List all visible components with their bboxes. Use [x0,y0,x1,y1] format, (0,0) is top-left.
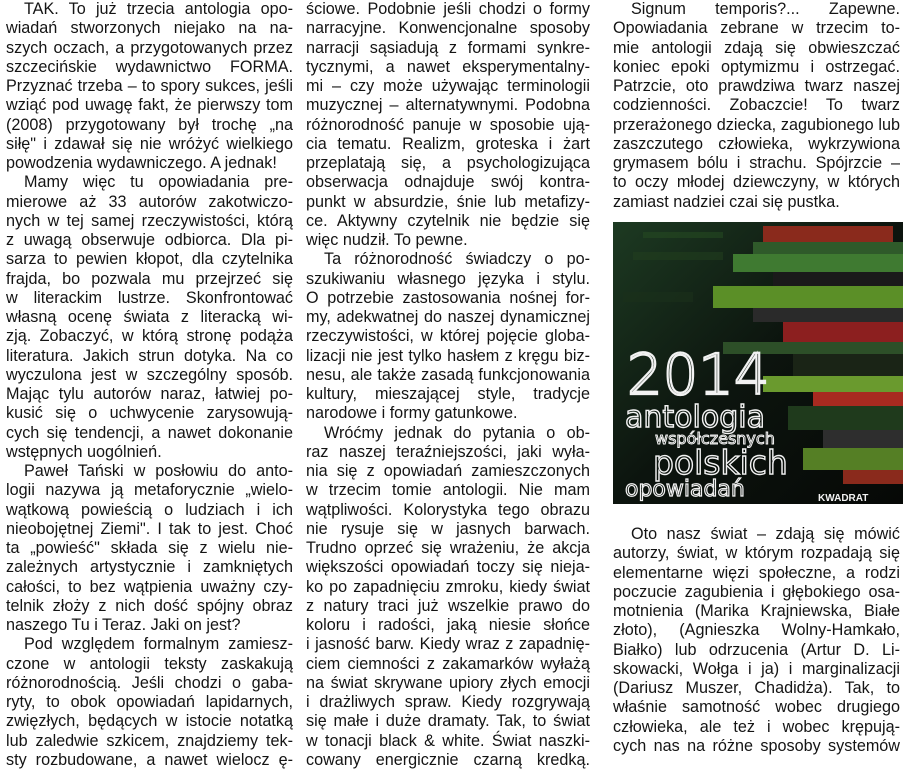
text-line: koniec epoki optymizmu i ostrzegać. [613,57,900,76]
text-line: to oczy młodej dziewczyny, w których [613,173,900,192]
text-line: cych się tendencji, a nawet dokonanie [6,423,293,442]
text-line: obserwacja odnajduje swój kontra- [306,173,590,192]
text-line: w tonacji black & white. Świat naszki- [306,731,590,750]
text-line: codzienności. Zobaczcie! To twarz [613,96,900,115]
text-line: cowany energicznie czarną kredką. [306,750,590,769]
text-line: punkt w absurdzie, śnie lub metafizy- [306,192,590,211]
text-line: O potrzebie zastosowania nośnej for- [306,288,590,307]
text-line: nia się z opowiadań zamieszczonych [306,462,590,480]
text-line: narracji sąsiadują z formami synkre- [306,38,590,57]
text-line: Białko) lub odrzucenia (Artur D. Li- [613,640,900,659]
text-line: logii nazywa ją metaforycznie „wielo- [6,481,293,500]
text-line: czone w antologii teksty zaskakują [6,654,293,673]
text-line: Trudno oprzeć się wrażeniu, że akcja [306,539,590,557]
text-line: wziąć pod uwagę fakt, że pierwszy tom [6,96,293,115]
text-line: cych nas na różne sposoby systemów [613,736,900,755]
text-line: się małe i duże dramaty. Tak, to świat [306,712,590,731]
text-line: zwięzłych, będących w istocie notatką [6,712,293,731]
text-line: wątpliwości. Kolorystyka tego obrazu [306,500,590,519]
text-line: tycznymi, a nawet eksperymentalny- [306,57,590,76]
text-line: zją. Zobaczyć, w którą stronę podąża [6,327,293,346]
text-line: wiadań stworzonych niejako na na- [6,19,293,38]
text-line: telnik złoży z nich dość spójny obraz [6,596,293,615]
text-line: mie antologii zdają się obwieszczać [613,38,900,57]
text-line: nesu, ale także zasadą funkcjonowania [306,365,590,384]
text-line: Paweł Tański w posłowiu do anto- [24,462,293,480]
text-line: wyczulona jest w szczególny sposób. [6,365,293,384]
text-line: mi – czy może używając terminologii [306,77,590,95]
text-line: całości, to bez wątpienia uważny czy- [6,577,293,596]
cover-publisher-logo: KWADRAT [818,493,869,504]
cover-title-line4: opowiadań [625,477,745,502]
text-line: Przyznać trzeba – to spory sukces, jeśli [6,77,293,95]
text-line: ce. Aktywny czytelnik nie będzie się [306,211,590,230]
text-line: przeplatają się, a psychologizująca [306,154,590,172]
text-line: lub zaledwie szkicem, znajdziemy tek- [6,731,293,750]
text-line: cia tematu. Realizm, groteska i żart [306,134,590,153]
text-line: sty rozbudowane, a nawet wielocz ę- [6,750,293,769]
text-line: przerażonego dziecka, zagubionego lub [613,115,900,134]
text-line: my, adekwatnej do naszej dynamicznej [306,308,590,326]
text-line: lizacji nie jest tylko hasłem z kręgu biz- [306,346,590,365]
text-line: koloru i radości, jaką niesie słońce [306,616,590,634]
cover-title-line2: współczesnych [655,429,775,448]
text-line: Mając tylu autorów naraz, łatwiej po- [6,385,293,403]
text-line: ściowe. Podobnie jeśli chodzi o formy [306,0,590,18]
text-line: z natury traci już wszelkie prawo do [306,596,590,615]
book-cover-art [613,222,903,504]
text-line: szukiwaniu własnego języka i stylu. [306,269,590,288]
text-line: ko po zapadnięciu zmroku, kiedy świat [306,577,590,596]
text-line: zaszczutego człowieka, wykrzywiona [613,134,900,153]
text-line: w trzecim tomie antologii. Nie mam [306,481,590,500]
text-line: rzeczywistości, w której pojęcie globa- [306,327,590,346]
text-line: w literackim lustrze. Skonfrontować [6,288,293,307]
text-line: Wróćmy jednak do pytania o ob- [324,423,590,442]
text-line: literatura. Jakich strun dotyka. Na co [6,346,293,365]
text-line: szczecińskie wydawnictwo FORMA. [6,57,293,76]
text-line: ciem ciemności z zakamarków wyłażą [306,654,590,673]
text-line: szych oczach, a przygotowanych przez [6,38,293,57]
cover-title-line3: polskich [653,443,788,482]
text-line: Pod względem formalnym zamiesz- [24,635,293,654]
text-line: (Dariusz Muszer, Chadidża). Tak, to [613,679,900,697]
text-line: zamiast nadziei czai się pustka. [613,192,840,211]
text-line: narracyjne. Konwencjonalne sposoby [306,19,590,38]
text-line: Opowiadania zebrane w trzecim to- [613,19,900,38]
text-line: własną ocenę świata z literacką wi- [6,308,293,326]
text-line: kusić się o uchwycenie zarysowują- [6,404,293,423]
article-column-1 [6,0,293,769]
book-cover-image [613,222,903,504]
text-line: różnorodność panuje w sposobie ują- [306,115,590,134]
text-line: więc nudził. To pewne. [306,231,468,249]
text-line: wątkową powieścią o ludziach i ich [6,500,293,519]
text-line: motnienia (Marika Krajniewska, Białe [613,602,900,620]
text-line: sarza to pewien kłopot, dla czytelnika [6,250,293,269]
cover-year: 2014 [627,343,770,408]
text-line: skowacki, Wołga i ja) i marginalizacji [613,659,900,678]
text-line: nie rysuje się w jasnych barwach. [306,519,590,538]
text-line: nieobojętnej Ziemi". I tak to jest. Choć [6,519,293,538]
text-line: Mamy więc tu opowiadania pre- [24,173,293,192]
text-line: człowieka, ale też i wobec krępują- [613,717,900,736]
text-line: narodowe i formy gatunkowe. [306,404,518,423]
text-line: Patrzcie, oto prawdziwa twarz naszej [613,77,900,95]
text-line: i jasność barw. Kiedy wraz z zapadnię- [306,635,590,654]
cover-title-line1: antologia [625,400,765,435]
text-line: Signum temporis?... Zapewne. [631,0,900,18]
text-line: z uwagą obserwuje odbiorca. Dla pi- [6,231,293,249]
text-line: frajda, bo pozwala mu przejrzeć się [6,269,293,288]
text-line: ryty, to obok opowiadań lapidarnych, [6,693,293,711]
text-line: ta „powieść" składa się z wielu nie- [6,539,293,557]
text-line: mierowe aż 33 autorów zakotwiczo- [6,192,293,211]
text-line: różnorodnością. Jeśli chodzi o gaba- [6,673,293,692]
text-line: wstępnych uogólnień. [6,442,162,461]
text-line: i drażliwych spraw. Kiedy rozgrywają [306,693,590,711]
text-line: większości opowiadań toczy się nieja- [306,558,590,577]
text-line: zależnych artystycznie i zamkniętych [6,558,293,577]
text-line: raz naszej teraźniejszości, jaki wyła- [306,442,590,461]
text-line: Ta różnorodność świadczy o po- [324,250,590,269]
text-line: kultury, mieszającej style, tradycje [306,385,590,403]
text-line: (2008) przygotowany był trochę „na [6,115,293,134]
text-line: elementarne więzi społeczne, a rodzi [613,563,900,582]
text-line: na świat skrywane upiory złych emocji [306,673,590,692]
article-column-2 [306,0,590,769]
text-line: autorzy, świat, w którym rozpadają się [613,544,900,563]
text-line: powodzenia wydawniczego. A jednak! [6,154,277,172]
text-line: TAK. To już trzecia antologia opo- [24,0,293,18]
text-line: poczucie zagubienia i głębokiego osa- [613,582,900,601]
text-line: Oto nasz świat – zdają się mówić [631,525,900,543]
text-line: nych w tej samej rzeczywistości, którą [6,211,293,230]
text-line: właśnie samotność wobec drugiego [613,698,900,717]
text-line: złoto), (Agnieszka Wolny-Hamkało, [613,621,900,640]
text-line: muzycznej – alternatywnymi. Podobna [306,96,590,115]
text-line: siłę" i zdawał się nie wróżyć wielkiego [6,134,293,153]
article-column-3-bottom [613,525,900,755]
text-line: grymasem bólu i strachu. Spójrzcie – [613,154,900,172]
text-line: naszego Tu i Teraz. Jaki on jest? [6,616,241,634]
